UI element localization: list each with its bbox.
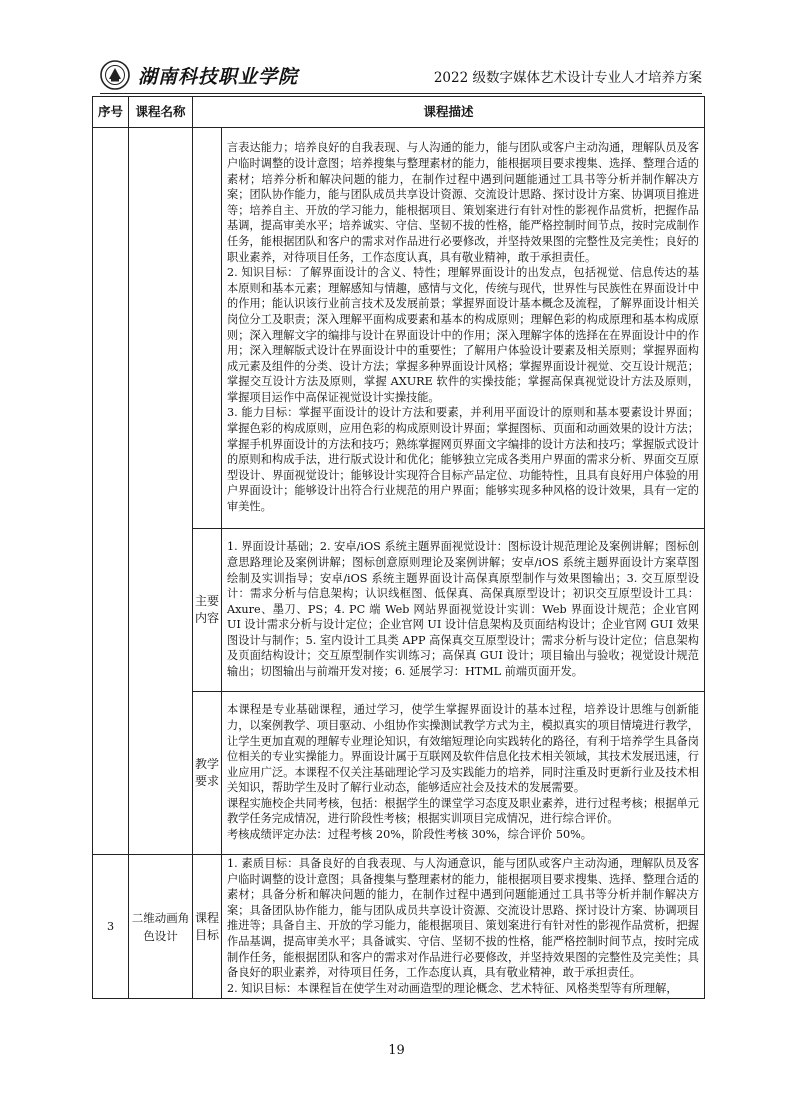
course2-objectives-text — [222, 128, 705, 529]
objectives-paragraph: 3. 能力目标：掌握平面设计的设计方法和要素，并利用平面设计的原则和基本要素设计界面；掌握色彩的构成原则，应用色彩的构成原则设计界面；掌握图标、页面和动画效果的设计方法；掌握手机界面设计的方法和技巧；熟练掌握网页界面文字编排的设计方法和技巧；掌握版式设计的原则和构成手法，进行版式设计和优化；能够独立完成各类用户界面的需求分析、界面交互原型设计、界面视觉设计；能够设计实现符合目标产品定位、功能特性，且具有良好用户体验的用户界面设计；能够设计出符合行业规范的用户界面；能够实现多种风格的设计效果，具有一定的审美性。 — [227, 406, 699, 514]
course-table — [92, 96, 705, 999]
school-logo-icon — [100, 60, 130, 90]
requirements-label-cell — [193, 692, 222, 855]
course3-objectives-label: 课程目标 — [195, 910, 220, 942]
course3-name-cell — [129, 855, 193, 999]
objectives-paragraph: 2. 知识目标：本课程旨在使学生对动画造型的理论概念、艺术特征、风格类型等有所理解， — [227, 981, 678, 995]
course3-objectives-text — [222, 855, 705, 999]
objectives-paragraph: 2. 知识目标：了解界面设计的含义、特性；理解界面设计的出发点，包括视觉、信息传达的基本原则和基本元素；理解感知与情趣，感情与文化，传统与现代，世界性与民族性在界面设计中的作用；能认识该行业前言技术及发展前景；掌握界面设计基本概念及流程，了解界面设计相关岗位分工及职责；深入理解平面构成要素和基本的构成原则；理解色彩的构成原理和基本构成原则；深入理解文字的编排与设计在界面设计中的作用；深入理解字体的选择在在界面设计中的作用；深入理解版式设计在界面设计中的重要性；了解用户体验设计要素及相关原则；掌握界面构成元素及组件的分类、设计方法；掌握多种界面设计风格；掌握界面设计视觉、交互设计规范；掌握交互设计方法及原则，掌握 AXURE 软件的实操技能；掌握高保真视觉设计方法及原则，掌握项目运作中高保证视觉设计实操技能。 — [227, 266, 699, 404]
content-text-cell — [222, 529, 705, 692]
objectives-paragraph: 1. 素质目标：具备良好的自我表现、与人沟通意识，能与团队或客户主动沟通，理解队员及客户临时调整的设计意图；具备搜集与整理素材的能力，能根据项目要求搜集、选择、整理合适的素材；具备分析和解决问题的能力，在制作过程中遇到问题能通过工具书等分析并制作解决方案；具备团队协作能力，能与团队成员共享设计资源、交流设计思路、探讨设计方案、协调项目推进等；具备自主、开放的学习能力，能根据项目、策划案进行有针对性的影视作品赏析，把握作品基调，提高审美水平；具备诚实、守信、坚韧不拔的性格，能严格控制时间节点，按时完成制作任务，能根据团队和客户的需求对作品进行必要修改，并坚持效果图的完整性及完美性；具备良好的职业素养，对待项目任务，工作态度认真，具有敬业精神，敢于承担责任。 — [227, 857, 699, 980]
header-rule — [100, 93, 702, 94]
course3-objectives-row — [93, 855, 705, 999]
course2-num-cell — [93, 128, 129, 855]
table-header-row — [93, 97, 705, 128]
page-header — [100, 58, 702, 92]
course2-name-cell — [129, 128, 193, 855]
content-label: 主要内容 — [195, 594, 220, 625]
course2-objectives-row — [93, 128, 705, 529]
header-description: 课程描述 — [193, 97, 705, 128]
page-number: 19 — [388, 1043, 405, 1058]
requirements-text-cell — [222, 692, 705, 855]
requirements-paragraph: 课程实施校企共同考核，包括：根据学生的课堂学习态度及职业素养，进行过程考核；根据单元教学任务完成情况，进行阶段性考核；根据实训项目完成情况，进行综合评价。 — [227, 796, 699, 826]
course3-num: 3 — [93, 855, 129, 999]
requirements-paragraph: 本课程是专业基础课程，通过学习，使学生掌握界面设计的基本过程，培养设计思维与创新能力，以案例教学、项目驱动、小组协作实操测试教学方式为主，模拟真实的项目情境进行教学，让学生更加直观的理解专业理论知识，有效缩短理论向实践转化的路径，有利于培养学生具备岗位相关的专业实操能力。界面设计属于互联网及软件信息化技术相关领域，其技术发展迅速，行业应用广泛。本课程不仅关注基础理论学习及实践能力的培养，同时注重及时更新行业及技术相关知识，帮助学生及时了解行业动态，能够适应社会及技术的发展需要。 — [227, 703, 699, 795]
content-text: 1. 界面设计基础；2. 安卓/iOS 系统主题界面视觉设计：图标设计规范理论及案例讲解；图标创意思路理论及案例讲解；图标创意原则理论及案例讲解；安卓/iOS 系统主题界面设计方案草图绘制及实训指导；安卓/iOS 系统主题界面设计高保真原型制作与效果图输出；3. 交互原型设计：需求分析与信息架构；认识线框图、低保真、高保真原型设计；初识交互原型设计工具：Axure、墨刀、PS；4. PC 端 Web 网站界面视觉设计实训：Web 界面设计规范；企业官网 UI 设计需求分析与设计定位；企业官网 UI 设计信息架构及页面结构设计；企业官网 GUI 效果图设计与制作；5. 室内设计工具类 APP 高保真交互原型设计；需求分析与设计定位；信息架构及页面结构设计；交互原型制作实训练习；高保真 GUI 设计；项目输出与验收；视觉设计规范输出；切图输出与前端开发对接；6. 延展学习：HTML 前端页面开发。 — [227, 540, 699, 679]
course2-objectives-label-cell — [193, 128, 222, 529]
objectives-paragraph: 言表达能力；培养良好的自我表现、与人沟通的能力，能与团队或客户主动沟通，理解队员及客户临时调整的设计意图；培养搜集与整理素材的能力，能根据项目要求搜集、选择、整理合适的素材；培养分析和解决问题的能力，在制作过程中遇到问题能通过工具书等分析并制作解决方案；团队协作能力，能与团队成员共享设计资源、交流设计思路、探讨设计方案、协调项目推进等；培养自主、开放的学习能力，能根据项目、策划案进行有针对性的影视作品赏析，把握作品基调，提高审美水平；培养诚实、守信、坚韧不拔的性格，能严格控制时间节点，按时完成制作任务，能根据团队和客户的需求对作品进行必要修改，并坚持效果图的完整性及完美性；良好的职业素养，对待项目任务，工作态度认真，具有敬业精神，敢于承担责任。 — [227, 141, 699, 264]
document-title: 2022 级数字媒体艺术设计专业人才培养方案 — [433, 70, 702, 86]
school-name: 湖南科技职业学院 — [138, 66, 299, 88]
content-label-cell — [193, 529, 222, 692]
header-num: 序号 — [93, 97, 129, 128]
header-course-name: 课程名称 — [129, 97, 193, 128]
requirements-paragraph: 考核成绩评定办法：过程考核 20%，阶段性考核 30%，综合评价 50%。 — [227, 828, 592, 842]
course3-objectives-label-cell — [193, 855, 222, 999]
requirements-label: 教学要求 — [195, 757, 220, 788]
course3-name: 二维动画角色设计 — [131, 910, 190, 943]
